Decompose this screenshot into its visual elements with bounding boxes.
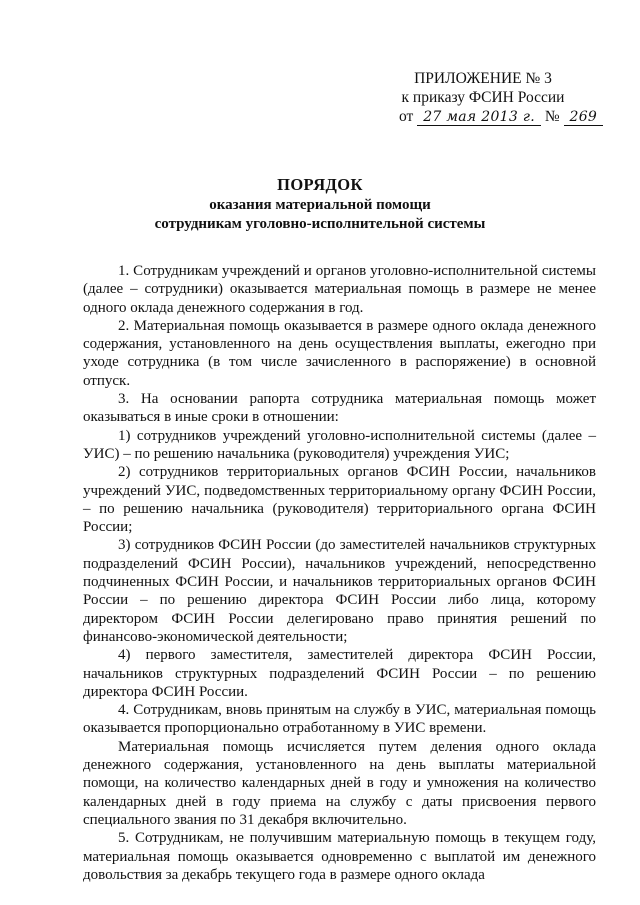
paragraph: 2) сотрудников территориальных органов ФСИН России, начальников учреждений УИС, подведомственных территориальному органу ФСИН России, – по решению начальника (руководителя) территориального органа ФСИН России;	[83, 464, 596, 536]
appendix-order-ref: к приказу ФСИН России	[401, 89, 565, 106]
document-title	[0, 174, 640, 234]
appendix-date-line	[373, 107, 598, 127]
title-heading: ПОРЯДОК	[277, 175, 363, 194]
paragraph: 4) первого заместителя, заместителей директора ФСИН России, начальников структурных подразделений ФСИН России – по решению директора ФСИН России.	[83, 647, 596, 700]
appendix-label: ПРИЛОЖЕНИЕ № 3	[414, 70, 552, 87]
handwritten-date: 27 мая 2013 г.	[417, 109, 541, 126]
paragraph: 2. Материальная помощь оказывается в размере одного оклада денежного содержания, установленного на день осуществления выплаты, ежегодно при уходе сотрудника (в том числе зачисленного в распоряжение) в основной отпуск.	[83, 317, 596, 389]
title-line-1: оказания материальной помощи	[209, 197, 431, 213]
number-prefix: №	[544, 108, 560, 125]
paragraph: 4. Сотрудникам, вновь принятым на службу в УИС, материальная помощь оказывается пропорционально отработанному в УИС времени.	[83, 702, 596, 737]
paragraph: 1. Сотрудникам учреждений и органов уголовно-исполнительной системы (далее – сотрудники) оказывается материальная помощь в размере не менее одного оклада денежного содержания в год.	[83, 263, 596, 316]
paragraph: 3. На основании рапорта сотрудника материальная помощь может оказываться в иные сроки в отношении:	[83, 391, 596, 426]
paragraph: 1) сотрудников учреждений уголовно-исполнительной системы (далее – УИС) – по решению начальника (руководителя) учреждения УИС;	[83, 427, 596, 462]
paragraph: Материальная помощь исчисляется путем деления одного оклада денежного содержания, установленного на день выплаты материальной помощи, на количество календарных дней в году и умножения на количество календарных дней в году приема на службу с даты присвоения первого специального звания по 31 декабря включительно.	[83, 738, 596, 828]
title-line-2: сотрудникам уголовно-исполнительной системы	[154, 216, 486, 232]
paragraph: 3) сотрудников ФСИН России (до заместителей начальников структурных подразделений ФСИН России), начальников учреждений, непосредственно подчиненных ФСИН России, и начальников территориальных органов ФСИН России – по решению директора ФСИН России либо лица, которому директором ФСИН России делегировано право принятия решений по финансово-экономической деятельности;	[83, 537, 596, 645]
document-body	[83, 262, 596, 884]
paragraph: 5. Сотрудникам, не получившим материальную помощь в текущем году, материальная помощь оказывается одновременно с выплатой им денежного довольствия за декабрь текущего года в размере одного оклада	[83, 830, 596, 883]
appendix-block	[373, 69, 598, 127]
date-prefix: от	[399, 108, 414, 125]
handwritten-number: 269	[564, 109, 604, 126]
